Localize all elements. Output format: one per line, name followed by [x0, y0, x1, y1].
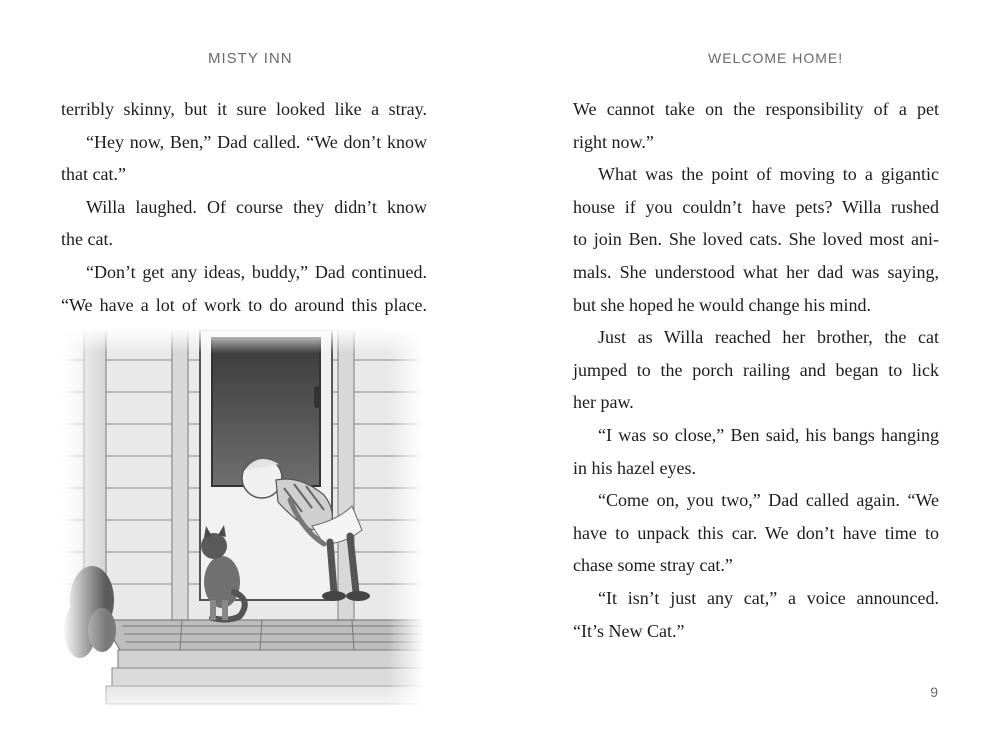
text-line: jumped to the porch railing and began to lick: [573, 359, 939, 380]
text-line: “We have a lot of work to do around this place.: [61, 294, 427, 315]
text-line: house if you couldn’t have pets? Willa rushed: [573, 196, 939, 217]
text-line: right now.”: [573, 131, 654, 152]
text-line: terribly skinny, but it sure looked like a stray.: [61, 99, 427, 119]
page-number: 9: [930, 684, 938, 700]
text-line: “Hey now, Ben,” Dad called. “We don’t know: [86, 131, 427, 152]
right-page: [500, 0, 1000, 744]
text-line: mals. She understood what her dad was saying,: [573, 261, 939, 282]
right-body-text: [573, 93, 939, 647]
text-line: her paw.: [573, 392, 634, 413]
running-head-left: MISTY INN: [208, 50, 293, 67]
text-line: Just as Willa reached her brother, the cat: [598, 327, 939, 348]
text-line: What was the point of moving to a gigantic: [598, 164, 939, 185]
running-head-right: WELCOME HOME!: [708, 50, 844, 66]
text-line: that cat.”: [61, 164, 126, 185]
porch-illustration: [62, 330, 424, 720]
text-line: but she hoped he would change his mind.: [573, 294, 871, 315]
text-line: “Don’t get any ideas, buddy,” Dad continued.: [86, 261, 427, 282]
text-line: “It’s New Cat.”: [573, 620, 685, 641]
text-line: “Come on, you two,” Dad called again. “We: [598, 490, 939, 511]
text-line: “I was so close,” Ben said, his bangs hanging: [598, 424, 939, 445]
text-line: in his hazel eyes.: [573, 457, 696, 478]
text-line: have to unpack this car. We don’t have time to: [573, 522, 939, 543]
text-line: Willa laughed. Of course they didn’t know: [86, 196, 427, 217]
text-line: We cannot take on the responsibility of a pet: [573, 99, 939, 119]
left-body-text: [61, 93, 427, 321]
text-line: the cat.: [61, 229, 113, 250]
text-line: to join Ben. She loved cats. She loved most ani-: [573, 229, 939, 250]
text-line: “It isn’t just any cat,” a voice announced.: [598, 587, 939, 608]
text-line: chase some stray cat.”: [573, 555, 733, 576]
